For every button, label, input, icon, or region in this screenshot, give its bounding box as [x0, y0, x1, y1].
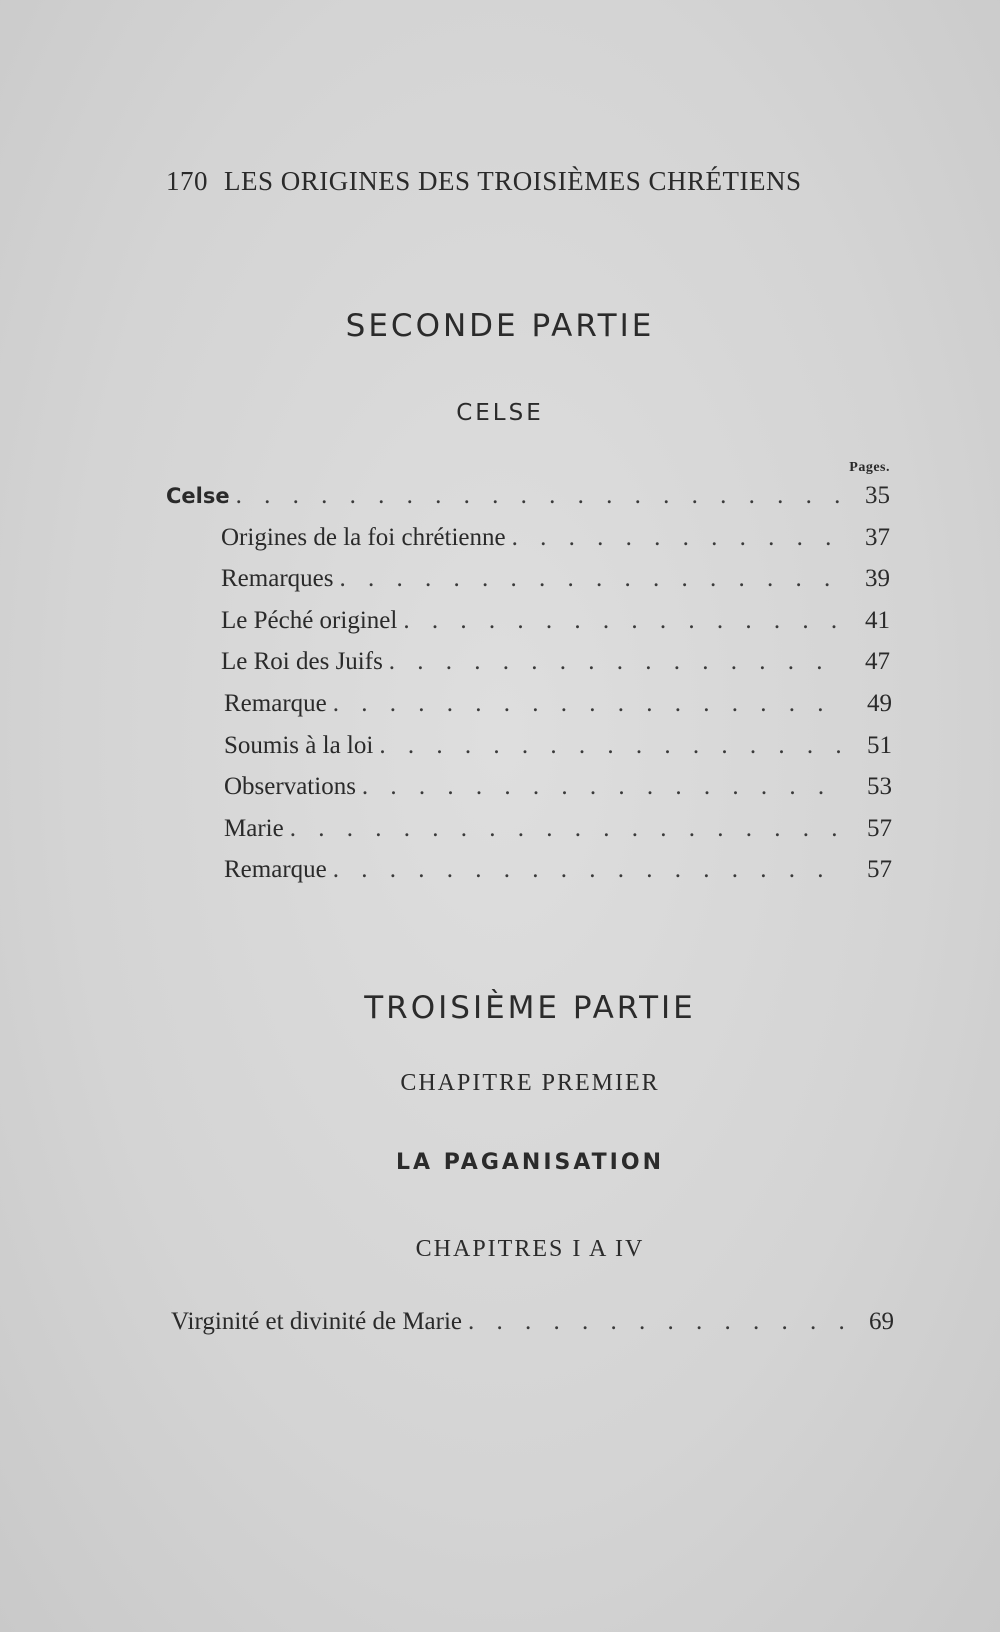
toc-entry-label: Observations [224, 773, 356, 800]
dot-leader [389, 645, 844, 679]
part-two-subheading: CELSE [456, 400, 544, 426]
toc-entry [224, 853, 892, 887]
page-number: 170 [166, 166, 208, 196]
toc-entry [224, 729, 892, 763]
running-head [166, 166, 826, 197]
toc-entry-page: 69 [869, 1308, 894, 1335]
dot-leader [339, 562, 844, 596]
dot-leader [333, 853, 846, 887]
dot-leader [362, 770, 846, 804]
dot-leader [512, 521, 844, 555]
dot-leader [379, 729, 846, 763]
part-three-subheading: LA PAGANISATION [396, 1150, 664, 1175]
toc-entry-page: 39 [865, 565, 890, 592]
toc-entry-page: 57 [867, 856, 892, 883]
dot-leader [468, 1305, 848, 1339]
toc-entry-page: 51 [867, 732, 892, 759]
toc-entry-page: 35 [865, 482, 890, 509]
dot-leader [236, 479, 844, 513]
toc-entry-label: Remarque [224, 690, 327, 717]
toc-entry-page: 47 [865, 648, 890, 675]
toc-entry-label: Virginité et divinité de Marie [171, 1308, 463, 1335]
toc-entry [221, 604, 890, 638]
toc-entry [224, 687, 892, 721]
toc-entry [224, 812, 892, 846]
dot-leader [403, 604, 844, 638]
dot-leader [333, 687, 846, 721]
part-two-heading: SECONDE PARTIE [345, 308, 655, 344]
toc-entry-label: Remarque [224, 856, 327, 883]
toc-entry [171, 1305, 894, 1339]
toc-entry [221, 562, 890, 596]
toc-entry-label: Le Roi des Juifs [221, 648, 383, 675]
toc-entry-page: 41 [865, 607, 890, 634]
chapter-heading: CHAPITRE PREMIER [400, 1070, 660, 1096]
toc-entry-page: 49 [867, 690, 892, 717]
toc-entry-page: 53 [867, 773, 892, 800]
pages-column-label: Pages. [849, 460, 890, 475]
part-three-heading: TROISIÈME PARTIE [364, 990, 696, 1026]
toc-entry [221, 645, 890, 679]
toc-entry-page: 37 [865, 524, 890, 551]
dot-leader [290, 812, 846, 846]
toc-entry [224, 770, 892, 804]
toc-entry-label: Remarques [221, 565, 334, 592]
running-head-title: LES ORIGINES DES TROISIÈMES CHRÉTIENS [224, 166, 802, 196]
toc-entry-label: Le Péché originel [221, 607, 398, 634]
chapters-range-heading: CHAPITRES I A IV [415, 1236, 645, 1262]
toc-entry [166, 479, 890, 513]
toc-entry-page: 57 [867, 815, 892, 842]
toc-entry-label: Celse [166, 484, 230, 508]
toc-entry [221, 521, 890, 555]
toc-entry-label: Marie [224, 815, 284, 842]
toc-entry-label: Soumis à la loi [224, 732, 374, 759]
toc-entry-label: Origines de la foi chrétienne [221, 524, 506, 551]
